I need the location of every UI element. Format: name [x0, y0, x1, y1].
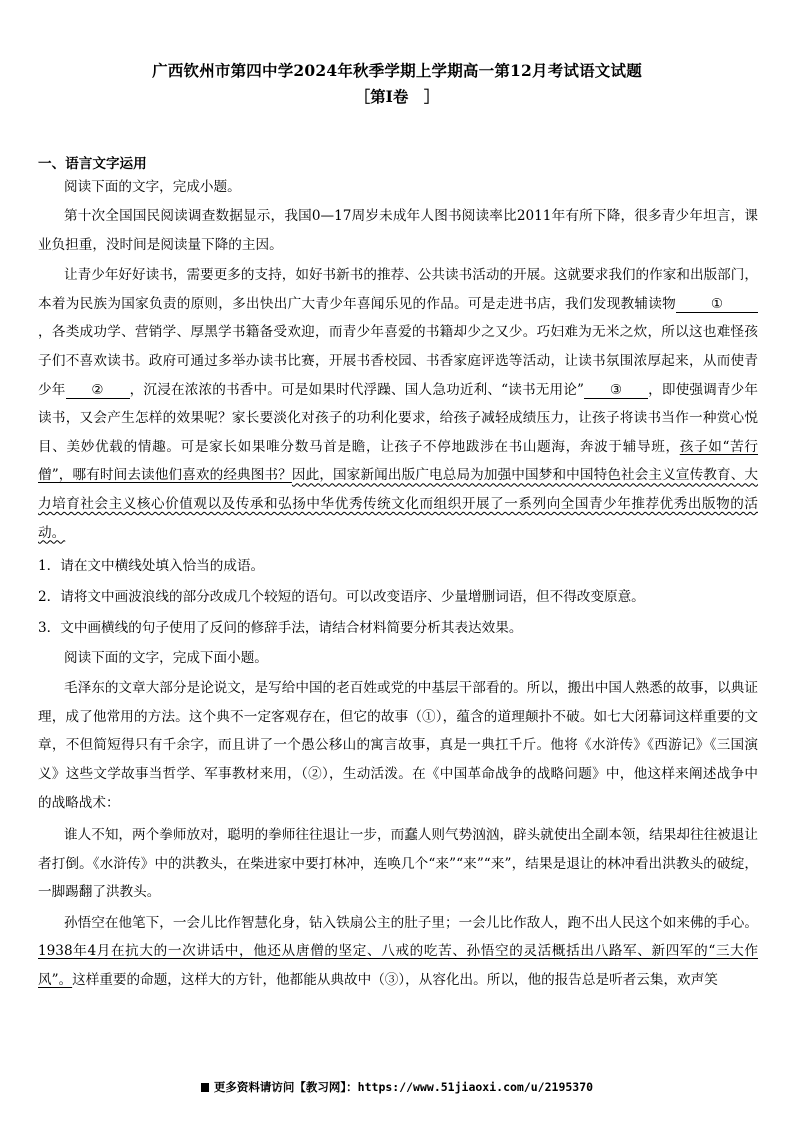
footer [0, 1079, 794, 1095]
passage1-text-d: ，即使强调青少年读书，又会产生怎样的效果呢？家长要淡化对孩子的功利化要求，给孩子减轻成绩压力，让孩子将读书当作一种赏心悦目、美妙优载的情趣。可是家长如果唯分数马首是瞻，让孩子不停地跋涉在书山题海，奔波于辅导班， [38, 381, 759, 455]
exam-body [38, 154, 758, 995]
underlined-sentence-2: 1938年4月在抗大的一次讲话中，他还从唐僧的坚定、八戒的吃苦、孙悟空的灵活概括出八路军、新四军的“三大作风”。 [38, 943, 758, 989]
question-1: 1．请在文中横线处填入恰当的成语。 [38, 558, 265, 575]
section-heading: 一、语言文字运用 [38, 156, 147, 172]
flag-icon [201, 1083, 209, 1092]
fill-blank-1[interactable]: ① [676, 296, 758, 313]
passage1-paragraph-2 [38, 261, 758, 547]
passage2-paragraph-2: 谁人不知，两个拳师放对，聪明的拳师往往退让一步，而蠢人则气势汹汹，辟头就使出全副本领，结果却往往被退让者打倒。《水浒传》中的洪教头，在柴进家中要打林冲，连唤几个“来”“来”“来”，结果是退让的林冲看出洪教头的破绽，一脚踢翻了洪教头。 [38, 827, 758, 901]
passage2-intro: 阅读下面的文字，完成下面小题。 [64, 650, 268, 667]
question-3: 3．文中画横线的句子使用了反问的修辞手法，请结合材料简要分析其表达效果。 [38, 620, 523, 637]
passage1-text-a: 让青少年好好读书，需要更多的支持，如好书新书的推荐、公共读书活动的开展。这就要求我们的作家和出版部门，本着为民族为国家负责的原则，多出快出广大青少年喜闻乐见的作品。可是走进书店，我们发现教辅读物 [38, 267, 758, 312]
passage2-text-b: 这样重要的命题，这样大的方针，他都能从典故中（③），从容化出。所以，他的报告总是听者云集，欢声笑 [72, 972, 718, 989]
passage2-paragraph-3 [38, 909, 758, 995]
fill-blank-3[interactable]: ③ [584, 382, 648, 399]
passage1-paragraph-1: 第十次全国国民阅读调查数据显示，我国0—17周岁未成年人图书阅读率比2011年有所下降，很多青少年坦言，课业负担重，没时间是阅读量下降的主因。 [38, 208, 758, 253]
passage1-text-c: ，沉浸在浓浓的书香中。可是如果时代浮躁、国人急功近利、“读书无用论” [129, 381, 584, 398]
question-2: 2．请将文中画波浪线的部分改成几个较短的语句。可以改变语序、少量增删词语，但不得改变原意。 [38, 589, 645, 606]
fill-blank-2[interactable]: ② [66, 382, 130, 399]
footer-link[interactable]: 更多资料请访问【教习网】：https://www.51jiaoxi.com/u/2195370 [213, 1080, 594, 1094]
passage2-text-a: 孙悟空在他笔下，一会儿比作智慧化身，钻入铁扇公主的肚子里；一会儿比作敌人，跑不出人民这个如来佛的手心。 [64, 914, 758, 931]
passage1-text-b: ，各类成功学、营销学、厚黑学书籍备受欢迎，而青少年喜爱的书籍却少之又少。巧妇难为无米之炊，所以这也难怪孩子们不喜欢读书。政府可通过多举办读书比赛，开展书香校园、书香家庭评选等活动，让读书氛围浓厚起来，从而使青少年 [38, 324, 758, 398]
underlined-sentence: 孩子如“苦行僧”，哪有时间去读他们喜欢的经典图书？ [38, 438, 759, 484]
passage2-paragraph-1: 毛泽东的文章大部分是论说文，是写给中国的老百姓或党的中基层干部看的。所以，搬出中国人熟悉的故事，以典证理，成了他常用的方法。这个典不一定客观存在，但它的故事（①），蕴含的道理颠扑不破。如七大闭幕词这样重要的文章，不但简短得只有千余字，而且讲了一个愚公移山的寓言故事，真是一典扛千斤。他将《水浒传》《西游记》《三国演义》这些文学故事当哲学、军事教材来用，（②），生动活泼。在《中国革命战争的战略问题》中，他这样来阐述战争中的战略战术： [38, 680, 758, 811]
passage1-intro: 阅读下面的文字，完成小题。 [64, 179, 241, 195]
wavy-underlined-sentence: 因此，国家新闻出版广电总局为加强中国梦和中国特色社会主义宣传教育、大力培育社会主义核心价值观以及传承和弘扬中华优秀传统文化而组织开展了一系列向全国青少年推荐优秀出版物的活动。 [38, 467, 759, 541]
exam-title: 广西钦州市第四中学2024年秋季学期上学期高一第12月考试语文试题 [152, 61, 642, 80]
exam-subtitle: ［第Ⅰ卷 ］ [354, 87, 440, 106]
